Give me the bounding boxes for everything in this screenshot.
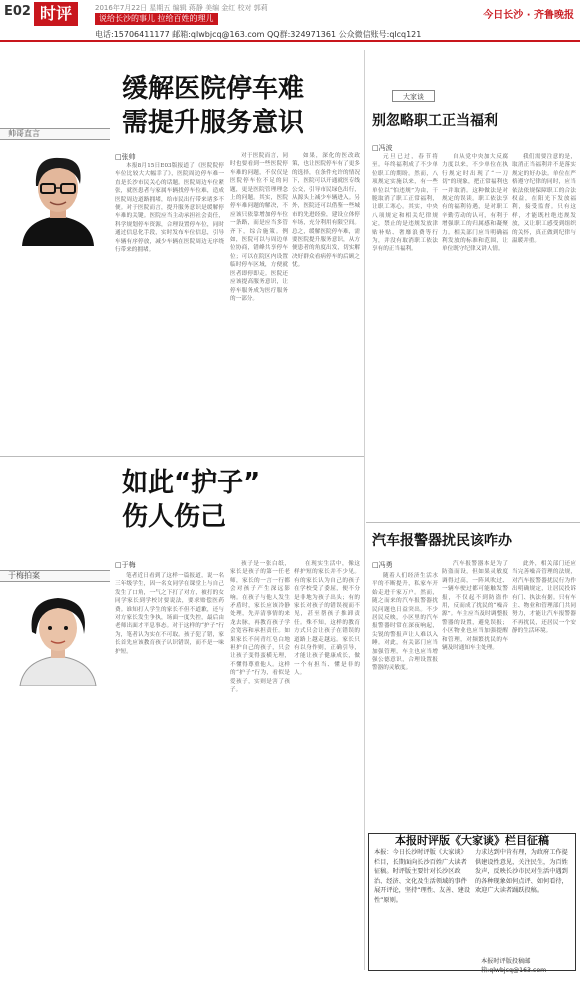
article-title-line1: 缓解医院停车难: [122, 74, 305, 104]
byline-name: 于梅: [121, 561, 136, 569]
article-body-col1: 本报8月15日E03版报道了《医院院停车位比较大大幅幸了》，医院周边停车难一直是长沙市民关心的话题。医院周边车位紧张，就医患者与家属车辆找停车位难，造成医院周边道路拥堵，给市民出行带来诸多不便。对于医院而言，提升服务意识是缓解停车难的关键。医院应当主动承担社会责任，科学规划停车资源，合理设置停车位，同时通过信息化手段，实时发布车位信息，引导车辆有序停放，减少车辆在医院周边无序绕行带来的拥堵。: [115, 163, 224, 254]
article-body-col2: 对于医院而言，同时也要看到一些医院停车难的问题，不仅仅是医院停车位不足的问题，更是医院管理理念上的问题。其实，医院停车难问题的解决，不应该只依靠增加停车位一条路，而是应当多管齐下，综合施策。例如，医院可以与周边单位协商，错峰共享停车位；可以在院区内设置临时停车区域，方便就医者即停即走。医院还应该提高服务意识，让停车服务成为医疗服务的一部分。: [230, 153, 288, 302]
column-label: 于梅拍案: [0, 570, 110, 582]
article-byline: □于梅: [115, 561, 136, 569]
article-body-col2: 自从党中央加大反腐力度以来，不少单位在执行规定时出现了“一刀切”的现象，把正常福利也一并取消。这种做法是对规定的误读。职工依法享有的福利待遇，是对职工辛勤劳动的认可，有利于增强职工的归属感和凝聚力。相关部门应当明确福利发放的标准和范围，让单位既守纪律又讲人情。: [442, 154, 508, 253]
issue-meta: 2016年7月22日 星期五 编辑 蒋静 美编 金红 校对 郭莉: [95, 4, 268, 12]
section-divider: [366, 522, 580, 523]
section-title: 时评: [34, 2, 78, 26]
article-body-col3: 如果，深化的医改政策，也让医院停车有了更多的选择，在条件允许的情况下，医院可以开通就医专线公交，引导市民绿色出行，从源头上减少车辆进入。另外，医院还可以借鉴一些城市的先进经验，建设立体停车场，充分利用有限空间。总之，缓解医院停车难，需要医院提升服务意识，从方便患者的角度出发，切实解决好群众看病停车的后顾之忧。: [292, 153, 360, 269]
notice-email[interactable]: 本报时评版投稿邮箱:qlwbjcq@163.com: [481, 958, 547, 974]
article-body-col2: 汽车报警器本是为了防盗而设，但如果灵敏度调得过高，一阵风吹过、一辆车驶过都可能触发警报，不仅起不到防盗作用，反而成了扰民的“噪音源”。车主应当及时调整报警器的设置，避免误报；小区物业也应当加强提醒和管理，对频繁扰民的车辆及时通知车主处理。: [442, 561, 508, 652]
article-body-col1: 随着人们经济生活水平的不断提升，私家车开始走进千家万户。然而，随之而来的汽车报警器扰民问题也日益突出。不少居民反映，小区里的汽车报警器时常在深夜响起，尖锐的警报声让人难以入睡。对此，有关部门应当加强管理，车主也应当增强公德意识，合理设置报警器的灵敏度。: [372, 573, 438, 672]
article-title: 别忽略职工正当福利: [372, 113, 498, 129]
article-title: 汽车报警器扰民该咋办: [372, 533, 512, 549]
newspaper-logo: 今日长沙 · 齐鲁晚报: [483, 10, 574, 21]
section-divider: [0, 456, 364, 457]
notice-title: 本报时评版《大家谈》栏目征稿: [395, 834, 549, 847]
article-title-line2: 伤人伤己: [122, 502, 227, 532]
page-code: E02: [4, 4, 31, 19]
article-byline: □张帅: [115, 153, 136, 161]
article-byline: □冯勇: [372, 561, 393, 569]
article-body-col3: 我们需要注意的是，取消正当福利并不是落实规定的好办法。单位在严格遵守纪律的同时，应当依法依规保障职工的合法权益，在阳光下发放福利，接受监督。只有这样，才能既杜绝违规发放，又让职工感受到组织的关怀，真正做到纪律与温暖并重。: [512, 154, 576, 245]
page-header: [0, 0, 580, 39]
byline-name: 冯勇: [378, 561, 393, 569]
header-rule: [0, 40, 580, 42]
column-label: 帅哥直言: [0, 128, 110, 140]
article-body-col2: 孩子是一张白纸，家长是孩子的第一任老师，家长的一言一行都会对孩子产生深远影响。在孩子与他人发生矛盾时，家长应该冷静处理，先弄清事情的来龙去脉，再教育孩子学会宽容和承担责任。如果家长不问青红皂白地袒护自己的孩子，只会让孩子变得蛮横无理，不懂得尊重他人。这样的“护子”行为，看似是爱孩子，实则是害了孩子。: [230, 561, 290, 694]
article-body-col3: 在现实生活中，像这样护短的家长并不少见。有的家长认为自己的孩子在学校受了委屈，便不分是非地为孩子出头；有的家长对孩子的错误视而不见，甚至帮孩子推卸责任。殊不知，这样的教育方式只会让孩子在错误的道路上越走越远。家长只有以身作则，正确引导，才能让孩子健康成长，做一个有担当、懂是非的人。: [294, 561, 360, 677]
author-photo: [10, 146, 106, 246]
byline-name: 冯波: [378, 144, 393, 152]
column-divider: [364, 50, 365, 970]
portrait-illustration: [10, 146, 106, 246]
notice-text-left: 本报：今日长沙时评版《大家谈》栏目，长期面向长沙百姓广大读者征稿。时评版主要针对长沙区政治、经济、文化及生活领域的事件展开评论，坚持“理性、友善、建设性”原则。: [374, 849, 471, 904]
article-title-line2: 需提升服务意识: [122, 108, 305, 138]
article-body-col3: 此外，相关部门还应当完善噪音管理的法规，对汽车报警器扰民行为作出明确规定，让居民投诉有门、执法有据。只有车主、物业和管理部门共同努力，才能让汽车报警器不再扰民，还居民一个安静的生活环境。: [512, 561, 576, 635]
column-tag: 大家谈: [392, 90, 435, 102]
section-slogan: 说给长沙的事儿 拉给百姓的理儿: [95, 13, 218, 25]
article-body-col1: 笔者近日看到了这样一篇报道，说一名三年级学生，因一名女同学在课堂上与自己发生了口角，一气之下打了对方，被打的女同学家长到学校讨要说法，要求赔偿医药费。谁知打人学生的家长不但不道歉，还与对方家长发生争执，场面一度失控，最后由老师出面才平息事态。对于这样的“护子”行为，笔者认为实在不可取。孩子犯了错，家长首先应该教育孩子认识错误，而不是一味护短。: [115, 573, 224, 655]
article-body-col1: 元旦已过，春节将至。年终福利成了不少单位职工的期盼。然而，八项规定实施以来，有一些单位以“怕违规”为由，干脆取消了职工正常福利，让职工寒心。其实，中央八项规定和相关纪律规定，禁止的是违规发放津贴补贴、奢靡浪费等行为，并没有取消职工依法享有的正当福利。: [372, 154, 438, 253]
notice-text-right: 力求达到中肯有理，为政府工作提供建设性意见，关注民生，为百姓发声，反映长沙市民对生活中遇到的各种现象如何点评、如何看待，欢迎广大读者踊跃投稿。: [475, 849, 568, 894]
author-photo: [10, 588, 106, 686]
contact-info: 电话:15706411177 邮箱:qlwbjcq@163.com QQ群:324971361 公众微信账号:qlcq121: [95, 30, 422, 39]
article-byline: □冯波: [372, 144, 393, 152]
portrait-illustration: [10, 588, 106, 686]
call-for-submissions-box: [368, 833, 576, 974]
article-title-line1: 如此“护子”: [122, 468, 261, 498]
byline-name: 张帅: [121, 153, 136, 161]
